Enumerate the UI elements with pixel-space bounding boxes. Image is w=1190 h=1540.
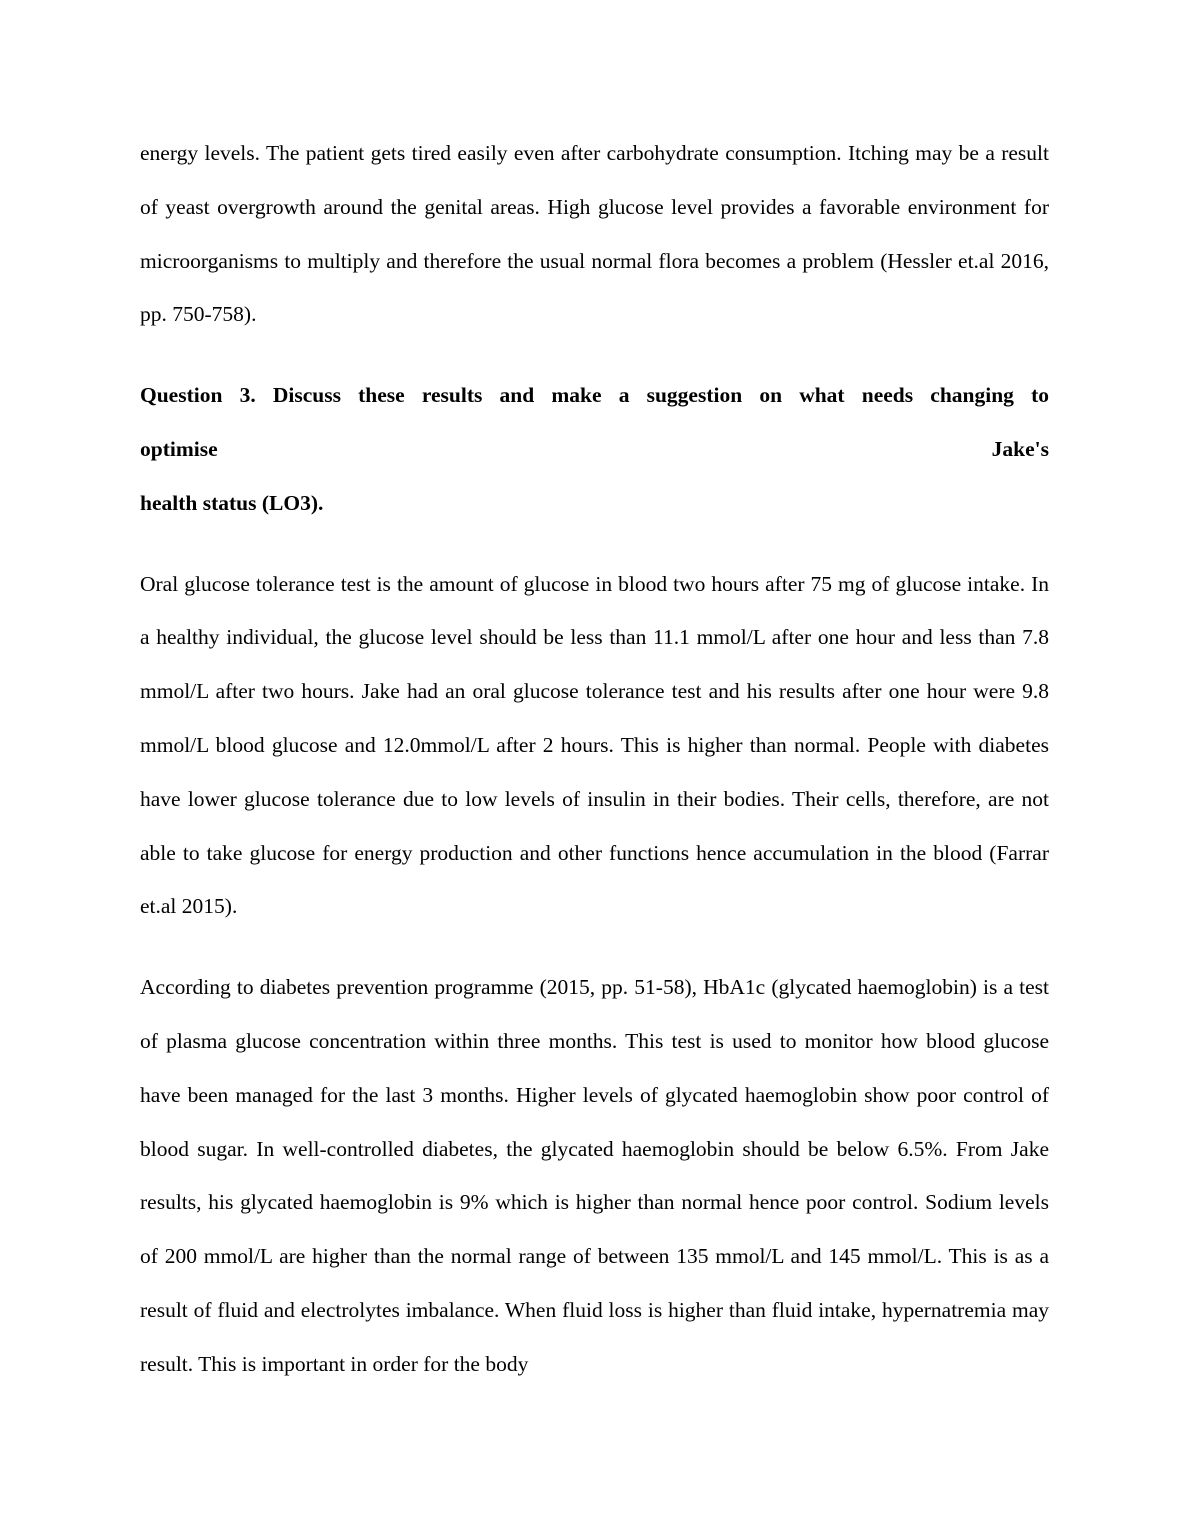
paragraph-glucose-tolerance: Oral glucose tolerance test is the amount of glucose in blood two hours after 75 mg of glucose intake. In a healthy individual, the glucose level should be less than 11.1 mmol/L after one hour and less than 7.8 mmol/L after two hours. Jake had an oral glucose tolerance test and his results after one hour were 9.8 mmol/L blood glucose and 12.0mmol/L after 2 hours. This is higher than normal. People with diabetes have lower glucose tolerance due to low levels of insulin in their bodies. Their cells, therefore, are not able to take glucose for energy production and other functions hence accumulation in the blood (Farrar et.al 2015).: [140, 571, 1049, 919]
question-heading-line-3: health status (LO3).: [140, 490, 324, 515]
paragraph-spacer: [140, 531, 1049, 558]
question-heading-word-jakes: Jake's: [991, 436, 1049, 461]
paragraph-hba1c: According to diabetes prevention programme (2015, pp. 51-58), HbA1c (glycated haemoglobin) is a test of plasma glucose concentration within three months. This test is used to monitor how blood glucose have been managed for the last 3 months. Higher levels of glycated haemoglobin show poor control of blood sugar. In well-controlled diabetes, the glycated haemoglobin should be below 6.5%. From Jake results, his glycated haemoglobin is 9% which is higher than normal hence poor control. Sodium levels of 200 mmol/L are higher than the normal range of between 135 mmol/L and 145 mmol/L. This is as a result of fluid and electrolytes imbalance. When fluid loss is higher than fluid intake, hypernatremia may result. This is important in order for the body: [140, 975, 1049, 1376]
question-heading-line-1: Question 3. Discuss these results and make a suggestion on what needs changing to: [140, 383, 1049, 408]
paragraph-symptoms: energy levels. The patient gets tired easily even after carbohydrate consumption. Itching may be a result of yeast overgrowth around the genital areas. High glucose level provides a favorable environment for microorganisms to multiply and therefore the usual normal flora becomes a problem (Hessler et.al 2016, pp. 750-758).: [140, 141, 1049, 327]
question-heading-line-2: [140, 423, 1049, 477]
document-page: [140, 127, 1049, 1392]
question-heading-word-optimise: optimise: [140, 436, 218, 461]
paragraph-spacer: [140, 342, 1049, 369]
paragraph-spacer: [140, 934, 1049, 961]
question-heading: [140, 369, 1049, 530]
